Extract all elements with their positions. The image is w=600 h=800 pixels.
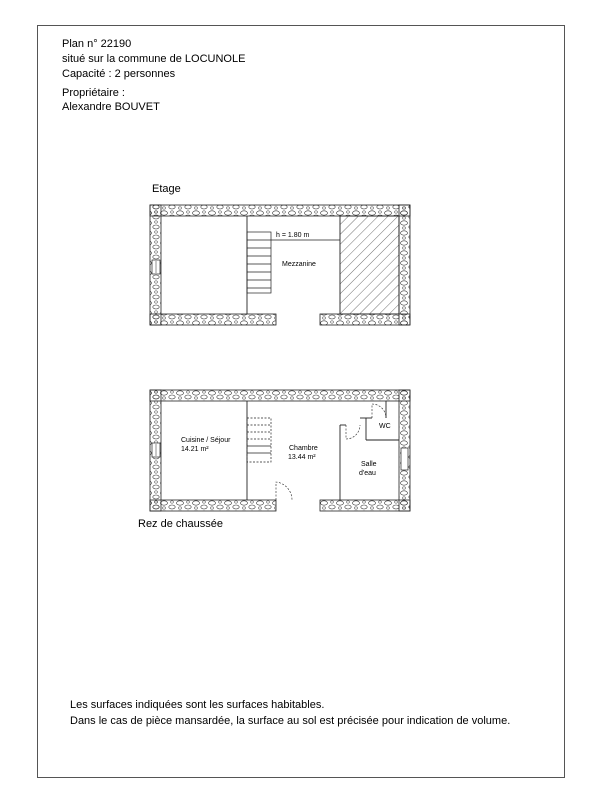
bedroom-area: 13.44 m² [288,454,316,461]
ground-floor-plan [150,390,410,511]
ground-window-right [401,448,408,470]
upper-floor-title: Etage [152,183,181,195]
mezzanine-label: Mezzanine [282,261,316,268]
upper-staircase [247,232,271,293]
plan-number: Plan n° 22190 [62,38,132,50]
owner-label: Propriétaire : [62,87,125,99]
wc-door-swing [372,404,386,418]
capacity: Capacité : 2 personnes [62,68,176,80]
bathroom-walls [340,418,399,500]
owner-name: Alexandre BOUVET [62,101,160,113]
bathroom-label-2: d'eau [359,470,376,477]
height-note: h = 1.80 m [276,232,310,239]
note-line-2: Dans le cas de pièce mansardée, la surface au sol est précisée pour indication de volume. [70,715,511,727]
ground-floor-title: Rez de chaussée [138,518,223,530]
wc-label: WC [379,423,391,430]
entry-door-swing [276,482,292,500]
note-line-1: Les surfaces indiquées sont les surfaces habitables. [70,699,325,711]
upper-floor-plan [150,205,410,325]
bathroom-door-swing [346,425,360,439]
low-ceiling-area [340,216,399,314]
location: situé sur la commune de LOCUNOLE [62,53,246,65]
ground-staircase [247,418,271,462]
bedroom-name: Chambre [289,445,318,452]
bathroom-label-1: Salle [361,461,377,468]
kitchen-area: 14.21 m² [181,446,209,453]
kitchen-name: Cuisine / Séjour [181,437,231,444]
